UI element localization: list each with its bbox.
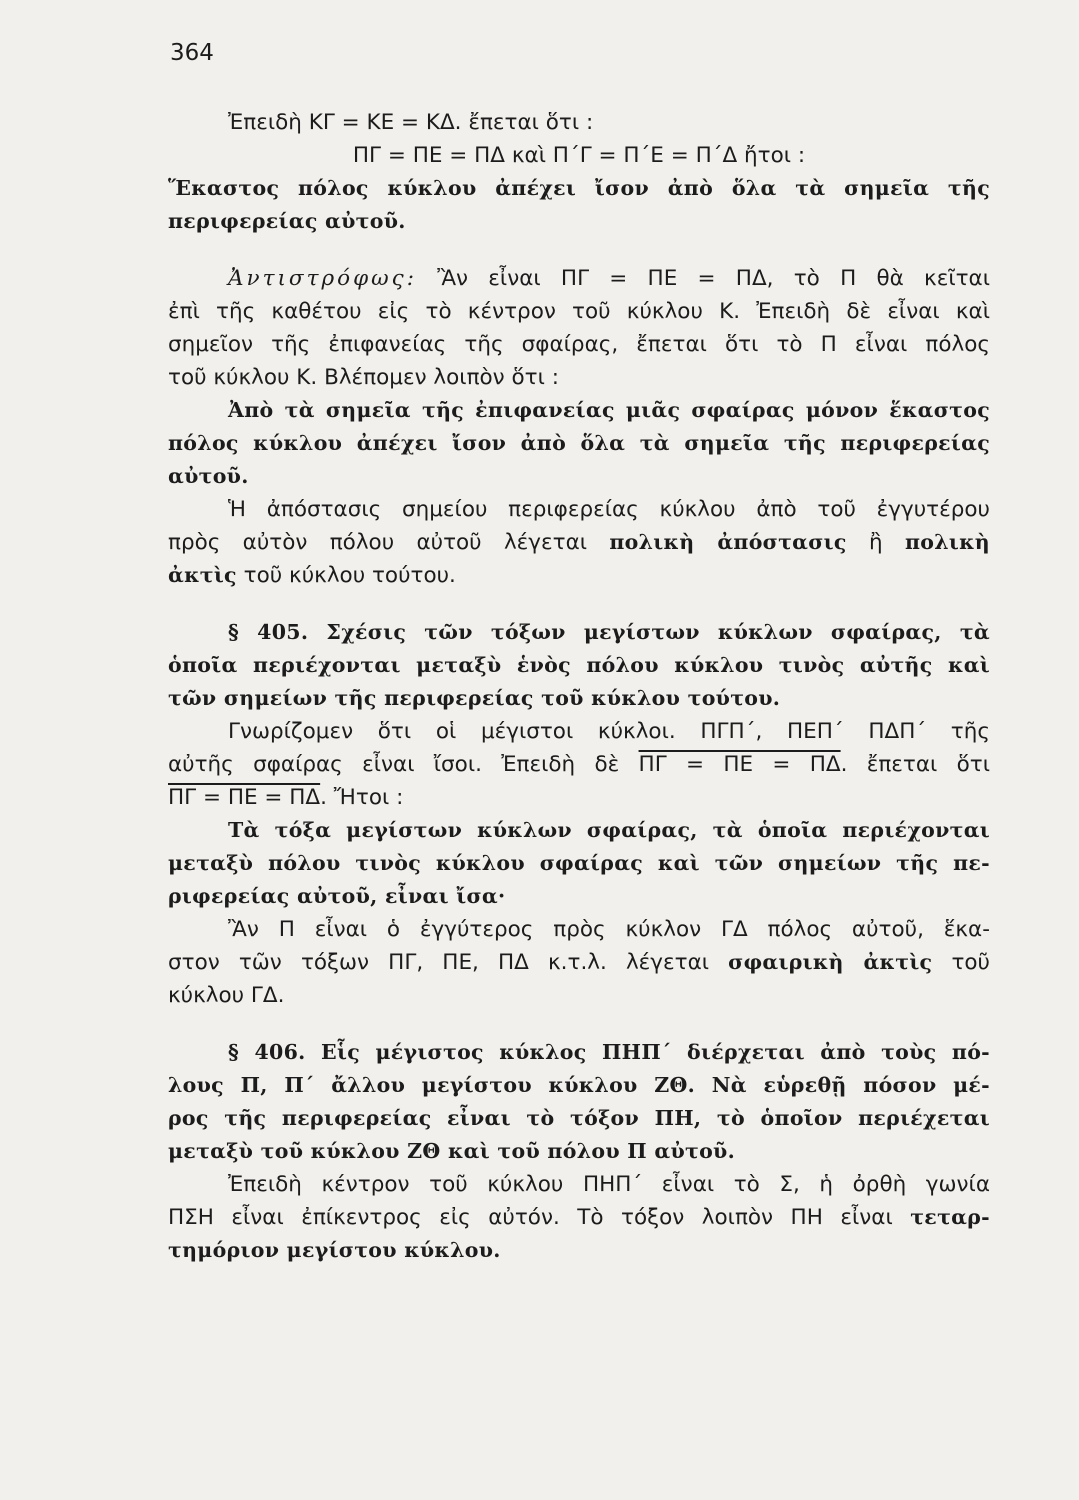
theorem-line: περιφερείας αὐτοῦ.	[168, 209, 406, 233]
segment-equation: ΠΓ = ΠΕ = ΠΔ	[638, 752, 841, 777]
section-heading-line: τῶν σημείων τῆς περιφερείας τοῦ κύκλου τούτου.	[168, 686, 781, 710]
theorem-line: Ἕκαστος πόλος κύκλου ἀπέχει ἴσον ἀπὸ ὅλα τὰ σημεῖα τῆς	[168, 176, 990, 200]
section-heading-406: § 406. Εἷς μέγιστος κύκλος ΠΗΠ΄ διέρχεται ἀπὸ τοὺς πό-	[228, 1040, 990, 1064]
text-line: σημεῖον τῆς ἐπιφανείας τῆς σφαίρας, ἔπεται ὅτι τὸ Π εἶναι πόλος	[168, 332, 990, 357]
theorem-line: ριφερείας αὐτοῦ, εἶναι ἴσα·	[168, 884, 506, 908]
theorem-line: Ἀπὸ τὰ σημεῖα τῆς ἐπιφανείας μιᾶς σφαίρας μόνον ἕκαστος	[228, 398, 990, 422]
text-line: Ἐπειδὴ κέντρον τοῦ κύκλου ΠΗΠ΄ εἶναι τὸ Σ, ἡ ὀρθὴ γωνία	[228, 1172, 990, 1197]
document-page	[168, 40, 990, 1267]
text-line: ἐπὶ τῆς καθέτου εἰς τὸ κέντρον τοῦ κύκλου Κ. Ἐπειδὴ δὲ εἶναι καὶ	[168, 299, 990, 324]
section-heading-line: ρος τῆς περιφερείας εἶναι τὸ τόξον ΠΗ, τὸ ὁποῖον περιέχεται	[168, 1106, 990, 1130]
term-polar-distance: πολικὴ ἀπόστασις	[609, 530, 847, 554]
arc-equation: ΠΓ = ΠΕ = ΠΔ	[168, 785, 321, 810]
section-heading-line: λους Π, Π΄ ἄλλου μεγίστου κύκλου ΖΘ. Νὰ εὑρεθῇ πόσον μέ-	[168, 1073, 990, 1097]
text-line: τοῦ κύκλου Κ. Βλέπομεν λοιπὸν ὅτι :	[168, 365, 559, 390]
text-line: Ἡ ἀπόστασις σημείου περιφερείας κύκλου ἀπὸ τοῦ ἐγγυτέρου	[228, 497, 990, 522]
text-line: αὐτῆς σφαίρας εἶναι ἴσοι. Ἐπειδὴ δὲ ΠΓ = ΠΕ = ΠΔ. ἔπεται ὅτι	[168, 752, 990, 777]
text-line: Ἂν Π εἶναι ὁ ἐγγύτερος πρὸς κύκλον ΓΔ πόλος αὐτοῦ, ἕκα-	[228, 917, 990, 942]
section-heading-line: ὁποῖα περιέχονται μεταξὺ ἑνὸς πόλου κύκλου τινὸς αὐτῆς καὶ	[168, 653, 990, 677]
text-line: κύκλου ΓΔ.	[168, 983, 285, 1008]
text-line: ΠΣΗ εἶναι ἐπίκεντρος εἰς αὐτόν. Τὸ τόξον λοιπὸν ΠΗ εἶναι τεταρ-	[168, 1205, 990, 1230]
text-line: τημόριον μεγίστου κύκλου.	[168, 1238, 501, 1262]
term-spherical-radius: σφαιρικὴ ἀκτὶς	[728, 950, 933, 974]
theorem-line: αὐτοῦ.	[168, 464, 249, 488]
text-line: Ἐπειδὴ ΚΓ = ΚΕ = ΚΔ. ἔπεται ὅτι :	[228, 110, 594, 135]
theorem-line: Τὰ τόξα μεγίστων κύκλων σφαίρας, τὰ ὁποῖα περιέχονται	[228, 818, 990, 842]
theorem-line: πόλος κύκλου ἀπέχει ἴσον ἀπὸ ὅλα τὰ σημεῖα τῆς περιφερείας	[168, 431, 990, 455]
converse-label: Ἀντιστρόφως:	[228, 266, 417, 291]
text-line: ἀκτὶς τοῦ κύκλου τούτου.	[168, 563, 456, 588]
text-line: στον τῶν τόξων ΠΓ, ΠΕ, ΠΔ κ.τ.λ. λέγεται σφαιρικὴ ἀκτὶς τοῦ	[168, 950, 990, 975]
section-heading-line: μεταξὺ τοῦ κύκλου ΖΘ καὶ τοῦ πόλου Π αὐτοῦ.	[168, 1139, 736, 1163]
equation-line: ΠΓ = ΠΕ = ΠΔ καὶ Π΄Γ = Π΄Ε = Π΄Δ ἤτοι :	[352, 143, 806, 168]
page-number: 364	[170, 40, 214, 66]
text-line: ΠΓ = ΠΕ = ΠΔ. Ἤτοι :	[168, 785, 404, 810]
text-line: Γνωρίζομεν ὅτι οἱ μέγιστοι κύκλοι. ΠΓΠ΄, ΠΕΠ΄ ΠΔΠ΄ τῆς	[228, 719, 990, 744]
text-line: Ἀντιστρόφως: Ἂν εἶναι ΠΓ = ΠΕ = ΠΔ, τὸ Π θὰ κεῖται	[228, 266, 990, 291]
text-line: πρὸς αὐτὸν πόλου αὐτοῦ λέγεται πολικὴ ἀπόστασις ἢ πολικὴ	[168, 530, 991, 555]
theorem-line: μεταξὺ πόλου τινὸς κύκλου σφαίρας καὶ τῶν σημείων τῆς πε-	[168, 851, 990, 875]
section-heading-405: § 405. Σχέσις τῶν τόξων μεγίστων κύκλων σφαίρας, τὰ	[228, 620, 990, 644]
